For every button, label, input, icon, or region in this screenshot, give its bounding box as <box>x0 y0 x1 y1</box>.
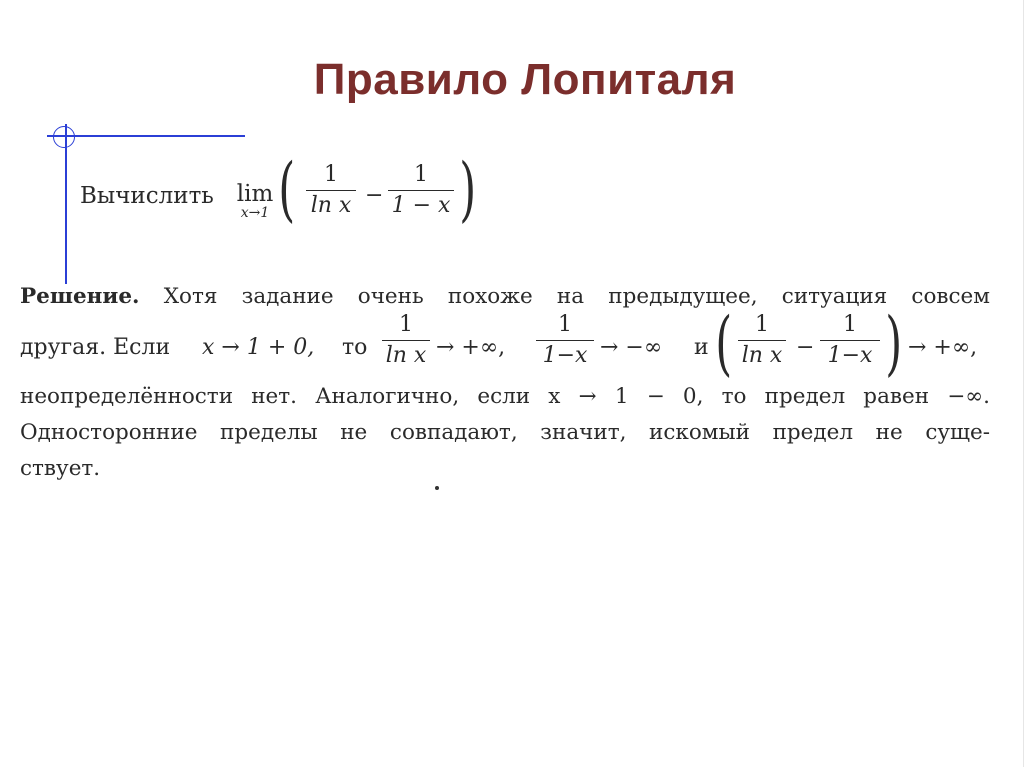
solution-text: и <box>694 335 709 360</box>
fraction-numerator: 1 <box>324 162 338 187</box>
fraction-numerator: 1 <box>755 312 769 337</box>
fraction-denominator: 1−x <box>542 343 588 369</box>
solution-fraction-1 <box>382 312 430 369</box>
solution-line-5: ствует. <box>20 456 101 481</box>
fraction-bar <box>820 340 880 341</box>
condition: x → 1 + 0, <box>202 335 315 360</box>
left-paren: ( <box>278 148 296 230</box>
fraction-denominator: ln x <box>741 343 783 369</box>
limit-subscript: x→1 <box>240 205 270 221</box>
limit-result: → +∞, <box>908 335 978 360</box>
stray-dot <box>435 486 439 490</box>
solution-text: Хотя задание очень похоже на предыдущее, ситуация совсем <box>163 284 990 309</box>
limit-operator <box>232 182 278 220</box>
left-paren: ( <box>715 302 733 384</box>
fraction-bar <box>306 190 356 191</box>
limit-word: lim <box>236 181 274 207</box>
fraction-numerator: 1 <box>558 312 572 337</box>
solution-line-3: неопределённости нет. Аналогично, если x → 1 − 0, то предел равен −∞. <box>20 384 990 409</box>
crop-mark-horizontal <box>47 135 245 137</box>
solution-line-4: Односторонние пределы не совпадают, значит, искомый предел не суще- <box>20 420 990 445</box>
right-paren: ) <box>885 302 903 384</box>
right-paren: ) <box>459 148 477 230</box>
fraction-numerator: 1 <box>399 312 413 337</box>
fraction-denominator: ln x <box>310 193 352 219</box>
solution-fraction-2 <box>536 312 594 369</box>
solution-text: то <box>342 335 368 360</box>
problem-fraction-1 <box>306 162 356 219</box>
solution-line-1 <box>20 284 990 309</box>
problem-fraction-2 <box>388 162 454 219</box>
solution-fraction-3 <box>738 312 786 369</box>
fraction-bar <box>382 340 430 341</box>
fraction-denominator: ln x <box>385 343 427 369</box>
solution-heading: Решение. <box>20 284 140 309</box>
solution-fraction-4 <box>820 312 880 369</box>
limit-result: → −∞ <box>600 335 663 360</box>
fraction-numerator: 1 <box>843 312 857 337</box>
limit-result: → +∞, <box>436 335 506 360</box>
crop-mark-circle <box>53 126 75 148</box>
fraction-bar <box>738 340 786 341</box>
problem-label: Вычислить <box>80 183 214 209</box>
minus-sign: − <box>365 183 384 208</box>
crop-mark-vertical <box>65 124 67 284</box>
fraction-numerator: 1 <box>414 162 428 187</box>
fraction-bar <box>388 190 454 191</box>
solution-line-2 <box>20 302 995 384</box>
solution-text: другая. Если <box>20 335 171 360</box>
minus-sign: − <box>796 335 815 360</box>
fraction-denominator: 1 − x <box>391 193 451 219</box>
fraction-bar <box>536 340 594 341</box>
slide-title: Правило Лопиталя <box>313 55 737 104</box>
fraction-denominator: 1−x <box>827 343 873 369</box>
